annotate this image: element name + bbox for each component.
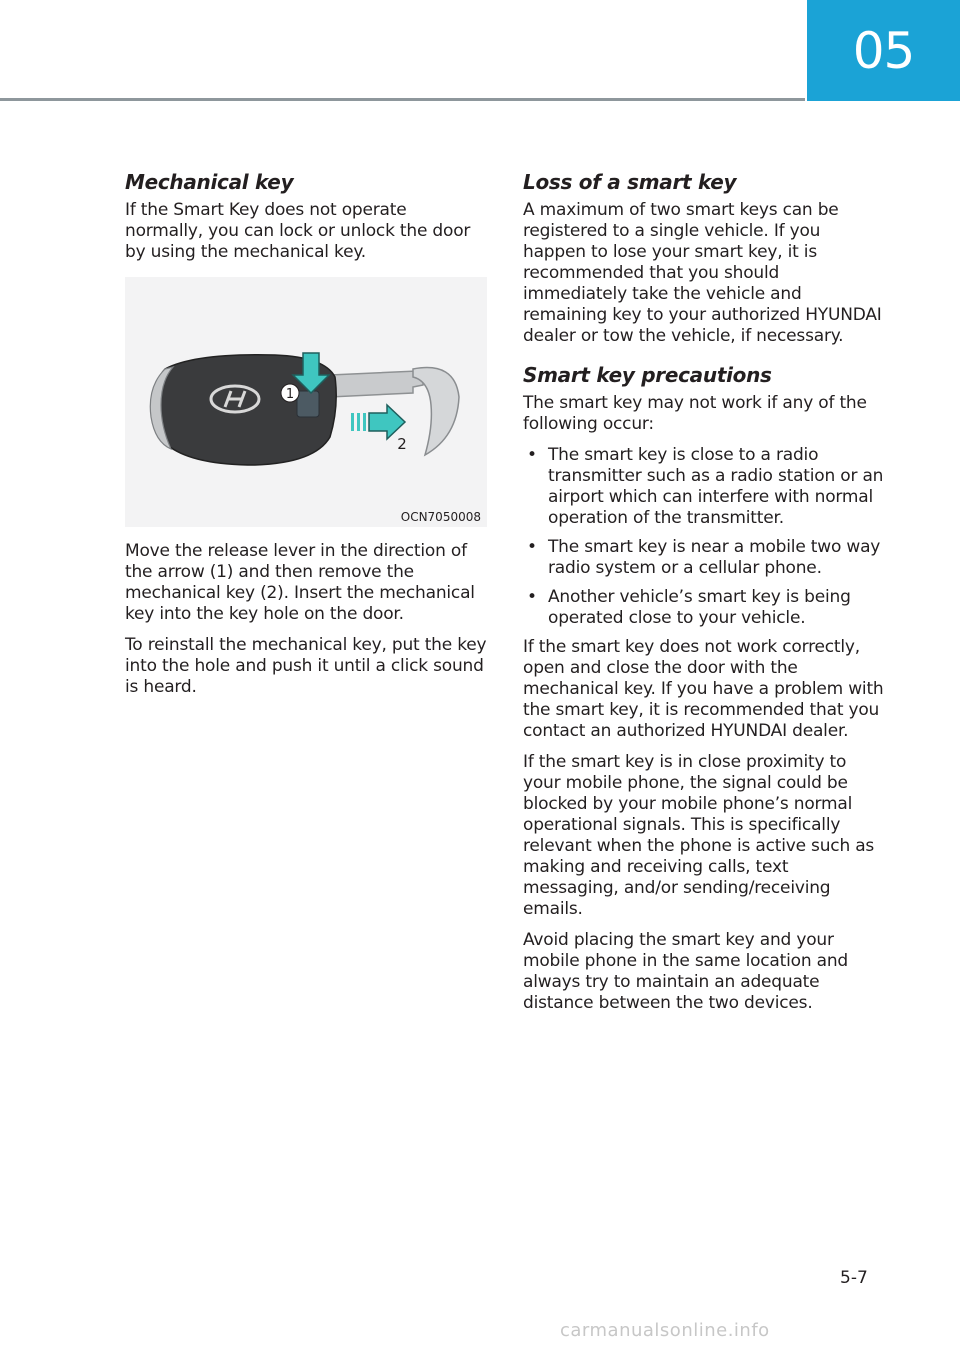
arrow-right-stripe [363, 413, 366, 431]
precautions-intro: The smart key may not work if any of the following occur: [523, 393, 867, 434]
page-number: 5-7 [840, 1268, 868, 1288]
list-item: • The smart key is close to a radio transmitter such as a radio station or an airport which can interfere with normal operation of the transmitter. [523, 445, 888, 529]
left-column [125, 170, 487, 708]
header-rule [0, 98, 805, 101]
key-cap-right [413, 368, 459, 455]
arrow-right-stripes [351, 413, 354, 431]
mechanical-key-para2: To reinstall the mechanical key, put the key into the hole and push it until a click sound is heard. [125, 635, 487, 697]
mechanical-key-intro: If the Smart Key does not operate normally, you can lock or unlock the door by using the mechanical key. [125, 200, 471, 262]
precautions-para1: If the smart key does not work correctly, open and close the door with the mechanical key. If you have a problem with the smart key, it is recommended that you contact an authorized HYUNDAI dealer. [523, 637, 884, 741]
callout-2-label: 2 [397, 435, 407, 453]
precautions-list [523, 445, 888, 629]
release-lever [297, 391, 319, 417]
arrow-right-stripe [357, 413, 360, 431]
callout-1-label: 1 [285, 387, 295, 402]
mechanical-key-heading: Mechanical key [125, 170, 294, 194]
figure-caption: OCN7050008 [400, 510, 481, 524]
list-item: • Another vehicle’s smart key is being operated close to your vehicle. [523, 587, 888, 629]
mechanical-key-para1: Move the release lever in the direction of the arrow (1) and then remove the mechanical key (2). Insert the mechanical key into the key hole on the door. [125, 541, 475, 624]
watermark: carmanualsonline.info [560, 1320, 770, 1341]
smart-key-figure [125, 277, 487, 527]
right-column [523, 170, 888, 1024]
smart-key-illustration [125, 277, 487, 527]
list-item: • The smart key is near a mobile two way radio system or a cellular phone. [523, 537, 888, 579]
chapter-tab: 05 [807, 0, 960, 101]
loss-text: A maximum of two smart keys can be registered to a single vehicle. If you happen to lose your smart key, it is recommended that you should immediately take the vehicle and remaining key to your authorized HYUNDAI dealer or tow the vehicle, if necessary. [523, 200, 882, 346]
key-blade [330, 371, 423, 397]
arrow-right-icon [369, 405, 405, 439]
precautions-para3: Avoid placing the smart key and your mobile phone in the same location and always try to maintain an adequate distance between the two devices. [523, 930, 849, 1013]
loss-heading: Loss of a smart key [523, 170, 737, 194]
precautions-para2: If the smart key is in close proximity to your mobile phone, the signal could be blocked by your mobile phone’s normal operational signals. This is specifically relevant when the phone is active such as making and receiving calls, text messaging, and/or sending/receiving emails. [523, 752, 875, 919]
precautions-heading: Smart key precautions [523, 363, 772, 387]
